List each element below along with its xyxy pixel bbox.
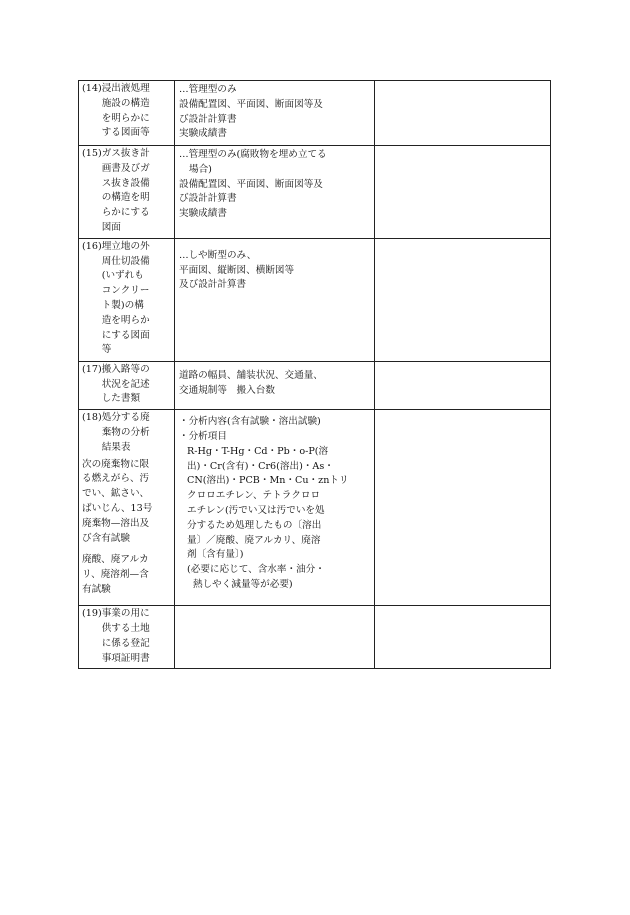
table-row [79, 81, 551, 146]
remarks-cell [375, 410, 551, 606]
item-title: 搬入路等の 状況を記述 した書類 [101, 363, 150, 405]
item-cell [79, 146, 175, 239]
remarks-cell [375, 361, 551, 409]
remarks-cell [375, 81, 551, 146]
description-cell: ・分析内容(含有試験・溶出試験) ・分析項目 R-Hg・T-Hg・Cd・Pb・o-P(溶 出)・Cr(含有)・Cr6(溶出)・As・ CN(溶出)・PCB・Mn・Cu・znトリ クロロエチレン、テトラクロロ エチレン(汚でい又は汚でいを処 分するため処理したもの〔溶出 量〕／廃酸、廃アルカリ、廃溶 剤〔含有量〕) (必要に応じて、含水率・油分・ 熱しやく減量等が必要) [175, 410, 375, 606]
remarks-cell [375, 146, 551, 239]
item-title: 事業の用に 供する土地 に係る登記 事項証明書 [101, 608, 150, 664]
description-cell: 道路の幅員、舗装状況、交通量、 交通規制等 搬入台数 [175, 361, 375, 409]
table-row [79, 361, 551, 409]
item-cell [79, 238, 175, 361]
table-row [79, 606, 551, 669]
item-cell [79, 361, 175, 409]
item-title: 処分する廃 棄物の分析 結果表 [101, 412, 150, 453]
item-title: 浸出液処理 施設の構造 を明らかに する図面等 [101, 83, 150, 139]
description-cell: …管理型のみ 設備配置図、平面図、断面図等及 び設計計算書 実験成績書 [175, 81, 375, 146]
item-cell [79, 410, 175, 606]
table-row [79, 410, 551, 606]
item-number: (15) [82, 148, 102, 159]
item-title: ガス抜き計 画書及びガ ス抜き設備 の構造を明 らかにする 図面 [101, 148, 150, 233]
table-row [79, 146, 551, 239]
description-cell: …しや断型のみ、 平面図、縦断図、横断図等 及び設計計算書 [175, 238, 375, 361]
item-number: (17) [82, 363, 102, 375]
item-number: (14) [82, 83, 102, 94]
item-cell [79, 606, 175, 669]
remarks-cell [375, 606, 551, 669]
item-number: (19) [82, 608, 102, 620]
description-cell [175, 606, 375, 669]
item-title: 埋立地の外 周仕切設備 (いずれも コンクリー ト製)の構 造を明らか にする図面 等 [101, 240, 150, 356]
table-row [79, 238, 551, 361]
item-number: (18) [82, 412, 102, 424]
item-number: (16) [82, 240, 102, 252]
item-cell [79, 81, 175, 146]
document-page [78, 80, 551, 669]
requirements-table [78, 80, 551, 669]
description-cell: …管理型のみ(腐敗物を埋め立てる 場合) 設備配置図、平面図、断面図等及 び設計計算書 実験成績書 [175, 146, 375, 239]
remarks-cell [375, 238, 551, 361]
item-note: 次の廃棄物に限 る燃えがら、汚 でい、鉱さい、 ばいじん、13号 廃棄物—溶出及 び含有試験 廃酸、廃アルカ リ、廃溶剤—含 有試験 [82, 458, 153, 595]
